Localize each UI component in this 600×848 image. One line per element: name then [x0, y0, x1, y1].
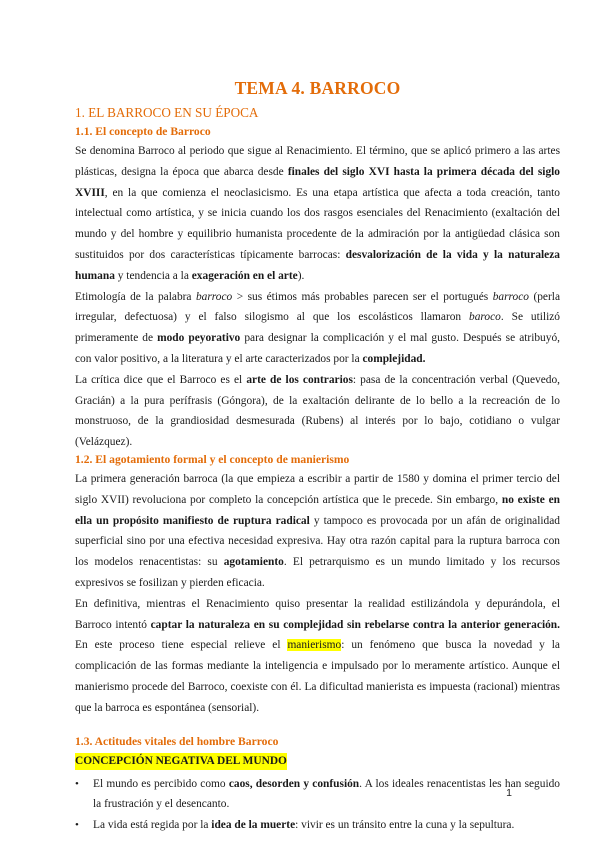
paragraph-contrarios: La crítica dice que el Barroco es el arte de los contrarios: pasa de la concentración verbal (Quevedo, Gracián) a la pura perífrasis (Góngora), de la exaltación delirante de lo bello a la recreación de lo monstruoso, de la grandiosidad desmesurada (Rubens) al interés por lo bajo, cotidiano o vulgar (Velázquez).: [75, 373, 560, 449]
bullet-icon: •: [75, 819, 79, 832]
list-item: • El mundo es percibido como caos, desorden y confusión. A los ideales renacentistas les han seguido la frustración y el desencanto.: [75, 774, 560, 816]
subsection-1-3-heading: 1.3. Actitudes vitales del hombre Barroco: [75, 734, 279, 748]
paragraph-generacion: La primera generación barroca (la que empieza a escribir a partir de 1580 y domina el primer tercio del siglo XVII) revoluciona por completo la concepción artística que le precede. Sin embargo, no existe en ella un propósito manifiesto de ruptura radical y tampoco es provocada por un afán de originalidad superficial sino por una efectiva necesidad expresiva. Hay otra razón capital para la ruptura barroca con los modelos renacentistas: su agotamiento. El petrarquismo es un mundo limitado y los recursos expresivos se fosilizan y pierden eficacia.: [75, 472, 560, 589]
highlighted-term: manierismo: [287, 639, 342, 652]
bullet-list: [75, 774, 560, 836]
page-number: 1: [506, 787, 512, 799]
highlighted-heading: CONCEPCIÓN NEGATIVA DEL MUNDO: [75, 753, 287, 770]
paragraph-manierismo: En definitiva, mientras el Renacimiento quiso presentar la realidad estilizándola y depurándola, el Barroco intentó captar la naturaleza en su complejidad sin rebelarse contra la anterior generación. En este proceso tiene especial relieve el manierismo: un fenómeno que busca la novedad y la complicación de las formas mediante la inteligencia e impulsado por lo meramente artístico. Aunque el manierismo procede del Barroco, coexiste con él. La dificultad manierista es impuesta (racional) mientras que la barroca es espontánea (sensorial).: [75, 597, 560, 714]
document-title: TEMA 4. BARROCO: [234, 78, 401, 98]
subsection-1-1-heading: 1.1. El concepto de Barroco: [75, 125, 211, 138]
list-item: • La vida está regida por la idea de la muerte: vivir es un tránsito entre la cuna y la sepultura.: [75, 815, 560, 836]
subsection-1-2-heading: 1.2. El agotamiento formal y el concepto de manierismo: [75, 452, 350, 466]
paragraph-concept: Se denomina Barroco al periodo que sigue al Renacimiento. El término, que se aplicó primero a las artes plásticas, designa la época que abarca desde finales del siglo XVI hasta la primera década del siglo XVIII, en la que comienza el neoclasicismo. Es una etapa artística que afecta a toda creación, tanto intelectual como artística, y se inicia cuando los dos rasgos esenciales del Renacimiento (exaltación del mundo y del hombre y equilibrio humanista procedente de la admiración por la antigüedad clásica son sustituidos por dos características típicamente barrocas: desvalorización de la vida y la naturaleza humana y tendencia a la exageración en el arte).: [75, 145, 561, 282]
bullet-icon: •: [75, 777, 79, 790]
document-page: [75, 78, 560, 836]
section-1-heading: 1. EL BARROCO EN SU ÉPOCA: [75, 105, 259, 120]
paragraph-etymology: Etimología de la palabra barroco > sus étimos más probables parecen ser el portugués barroco (perla irregular, defectuosa) y el falso silogismo al que los escolásticos llamaron baroco. Se utilizó primeramente de modo peyorativo para designar la complicación y el mal gusto. Después se atribuyó, con valor positivo, a la literatura y el arte caracterizados por la complejidad.: [75, 290, 561, 365]
